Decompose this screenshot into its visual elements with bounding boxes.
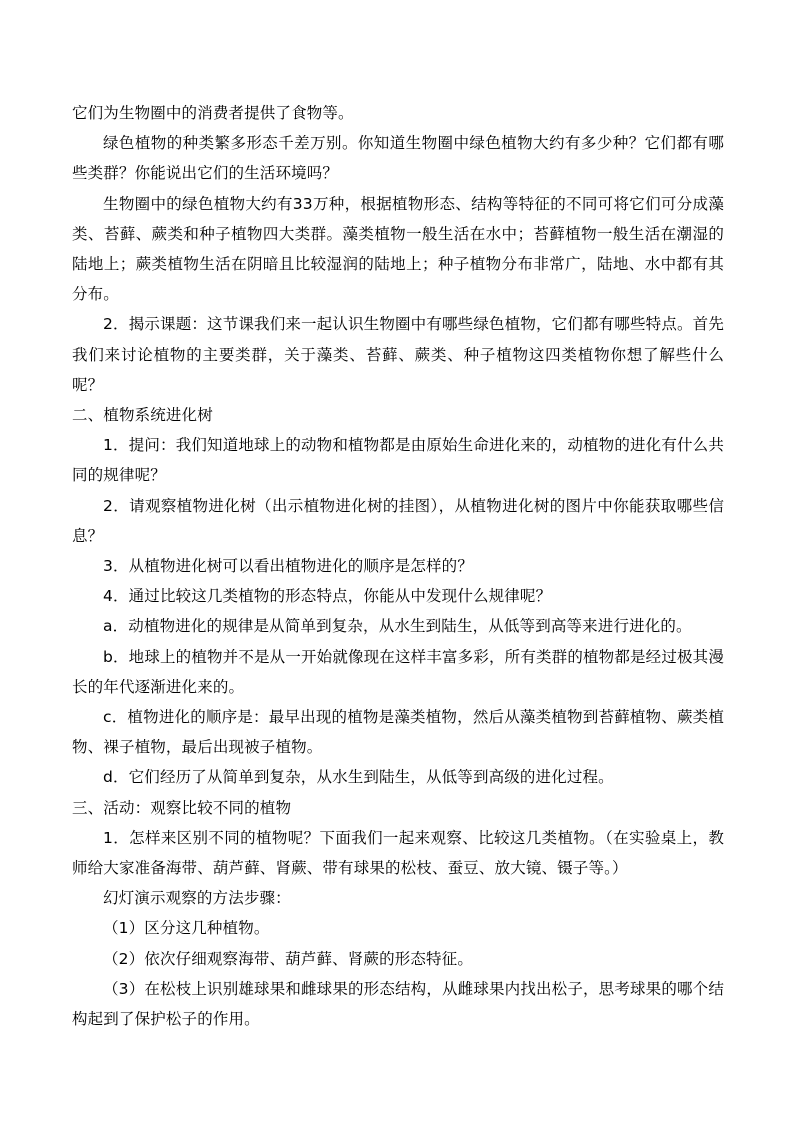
paragraph-question-2: 2．请观察植物进化树（出示植物进化树的挂图），从植物进化树的图片中你能获取哪些信息？ (72, 496, 724, 545)
document-page (72, 98, 724, 1034)
paragraph-question-1: 1．提问：我们知道地球上的动物和植物都是由原始生命进化来的，动植物的进化有什么共同的规律呢？ (72, 436, 724, 485)
paragraph-answer-c: c．植物进化的顺序是：最早出现的植物是藻类植物，然后从藻类植物到苔藓植物、蕨类植物、裸子植物，最后出现被子植物。 (72, 708, 724, 757)
paragraph-answer-d: d．它们经历了从简单到复杂，从水生到陆生，从低等到高级的进化过程。 (103, 768, 614, 787)
paragraph-answer-a: a．动植物进化的规律是从简单到复杂，从水生到陆生，从低等到高等来进行进化的。 (103, 617, 692, 636)
paragraph-consumers-food: 它们为生物圈中的消费者提供了食物等。 (72, 104, 354, 122)
paragraph-answer-b: b．地球上的植物并不是从一开始就像现在这样丰富多彩，所有类群的植物都是经过极其漫长的年代逐渐进化来的。 (72, 647, 724, 696)
paragraph-activity-1: 1．怎样来区别不同的植物呢？下面我们一起来观察、比较这几类植物。（在实验桌上，教师给大家准备海带、葫芦藓、肾蕨、带有球果的松枝、蚕豆、放大镜、镊子等。） (72, 828, 724, 878)
paragraph-slide-steps: 幻灯演示观察的方法步骤： (103, 889, 291, 908)
section-heading-evolution-tree: 二、植物系统进化树 (72, 406, 213, 425)
section-heading-activity: 三、活动：观察比较不同的植物 (72, 798, 292, 817)
paragraph-step-3: （3）在松枝上识别雄球果和雌球果的形态结构，从雌球果内找出松子，思考球果的哪个结构起到了保护松子的作用。 (72, 979, 724, 1029)
paragraph-step-2: （2）依次仔细观察海带、葫芦藓、肾蕨的形态特征。 (103, 949, 473, 968)
paragraph-plant-question: 绿色植物的种类繁多形态千差万别。你知道生物圈中绿色植物大约有多少种？它们都有哪些类群？你能说出它们的生活环境吗？ (72, 134, 724, 183)
paragraph-plant-groups: 生物圈中的绿色植物大约有33万种，根据植物形态、结构等特征的不同可将它们可分成藻类、苔藓、蕨类和种子植物四大类群。藻类植物一般生活在水中；苔藓植物一般生活在潮湿的陆地上；蕨类植物生活在阴暗且比较湿润的陆地上；种子植物分布非常广，陆地、水中都有其分布。 (72, 194, 724, 304)
paragraph-question-3: 3．从植物进化树可以看出植物进化的顺序是怎样的？ (103, 557, 473, 576)
paragraph-step-1: （1）区分这几种植物。 (103, 919, 270, 938)
paragraph-reveal-topic: 2．揭示课题：这节课我们来一起认识生物圈中有哪些绿色植物，它们都有哪些特点。首先我们来讨论植物的主要类群，关于藻类、苔藓、蕨类、种子植物这四类植物你想了解些什么呢？ (72, 315, 724, 394)
paragraph-question-4: 4．通过比较这几类植物的形态特点，你能从中发现什么规律呢？ (103, 587, 552, 606)
